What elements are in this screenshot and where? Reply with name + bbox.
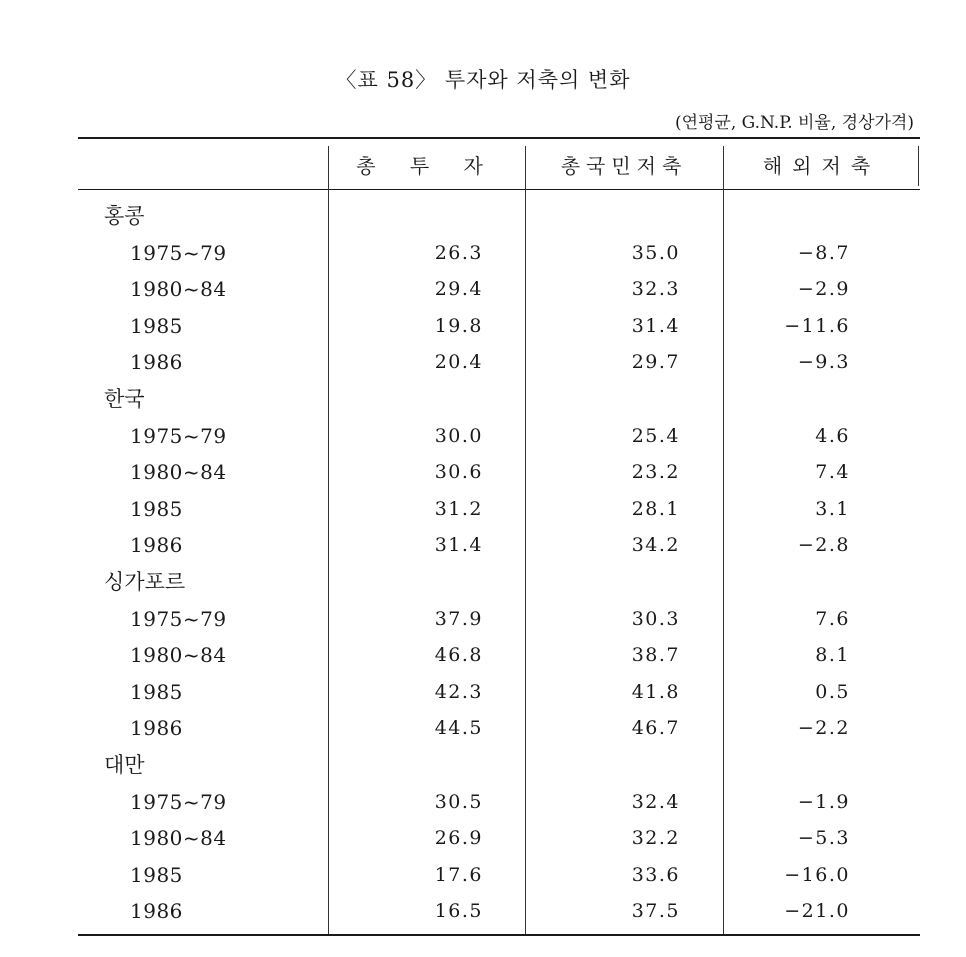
table-row xyxy=(78,235,920,271)
national-savings-value: 30.3 xyxy=(631,607,680,630)
national-savings-value: 37.5 xyxy=(631,900,680,923)
group-row xyxy=(78,381,920,417)
top-rule xyxy=(78,137,920,139)
national-savings-value: 33.6 xyxy=(631,863,680,886)
national-savings-value: 34.2 xyxy=(631,534,680,557)
total-investment-value: 19.8 xyxy=(434,314,483,337)
table-row xyxy=(78,527,920,563)
table-row xyxy=(78,344,920,380)
column-header-foreign-savings: 해외저축 xyxy=(762,154,881,178)
total-investment-value: 30.6 xyxy=(434,461,483,484)
group-name: 대만 xyxy=(104,753,145,777)
period-label: 1980~84 xyxy=(130,826,227,851)
foreign-savings-value: −2.8 xyxy=(797,534,850,557)
total-investment-value: 31.2 xyxy=(434,497,483,520)
period-label: 1975~79 xyxy=(130,240,227,265)
foreign-savings-value: 0.5 xyxy=(815,680,850,703)
table-row xyxy=(78,601,920,637)
table-row xyxy=(78,637,920,673)
total-investment-value: 42.3 xyxy=(434,680,483,703)
period-label: 1980~84 xyxy=(130,277,227,302)
total-investment-value: 44.5 xyxy=(434,717,483,740)
total-investment-value: 16.5 xyxy=(434,900,483,923)
total-investment-value: 46.8 xyxy=(434,644,483,667)
national-savings-value: 28.1 xyxy=(631,497,680,520)
total-investment-value: 26.9 xyxy=(434,827,483,850)
total-investment-value: 17.6 xyxy=(434,863,483,886)
national-savings-value: 23.2 xyxy=(631,461,680,484)
group-name: 홍콩 xyxy=(104,204,145,228)
total-investment-value: 30.5 xyxy=(434,790,483,813)
period-label: 1975~79 xyxy=(130,423,227,448)
table-row xyxy=(78,857,920,893)
period-label: 1985 xyxy=(130,679,183,704)
foreign-savings-value: −21.0 xyxy=(784,900,850,923)
foreign-savings-value: −1.9 xyxy=(797,790,850,813)
national-savings-value: 41.8 xyxy=(631,680,680,703)
data-table xyxy=(78,132,920,936)
table-row xyxy=(78,418,920,454)
table-row xyxy=(78,308,920,344)
period-label: 1980~84 xyxy=(130,643,227,668)
group-row xyxy=(78,564,920,600)
table-row xyxy=(78,674,920,710)
national-savings-value: 46.7 xyxy=(631,717,680,740)
table-row xyxy=(78,893,920,929)
foreign-savings-value: 7.6 xyxy=(815,607,850,630)
total-investment-value: 20.4 xyxy=(434,351,483,374)
table-row xyxy=(78,271,920,307)
bottom-rule xyxy=(78,934,920,936)
group-name: 싱가포르 xyxy=(104,570,186,594)
foreign-savings-value: −11.6 xyxy=(784,314,850,337)
national-savings-value: 32.3 xyxy=(631,278,680,301)
total-investment-value: 26.3 xyxy=(434,241,483,264)
total-investment-value: 29.4 xyxy=(434,278,483,301)
foreign-savings-value: 4.6 xyxy=(815,424,850,447)
national-savings-value: 29.7 xyxy=(631,351,680,374)
total-investment-value: 31.4 xyxy=(434,534,483,557)
national-savings-value: 35.0 xyxy=(631,241,680,264)
total-investment-value: 37.9 xyxy=(434,607,483,630)
national-savings-value: 31.4 xyxy=(631,314,680,337)
column-header-national-savings: 총국민저축 xyxy=(560,154,688,178)
foreign-savings-value: 7.4 xyxy=(815,461,850,484)
total-investment-value: 30.0 xyxy=(434,424,483,447)
foreign-savings-value: 8.1 xyxy=(815,644,850,667)
period-label: 1985 xyxy=(130,862,183,887)
table-note: (연평균, G.N.P. 비율, 경상가격) xyxy=(674,113,914,133)
table-row xyxy=(78,784,920,820)
period-label: 1975~79 xyxy=(130,606,227,631)
national-savings-value: 32.2 xyxy=(631,827,680,850)
foreign-savings-value: −8.7 xyxy=(797,241,850,264)
national-savings-value: 32.4 xyxy=(631,790,680,813)
header-rule xyxy=(78,189,920,190)
period-label: 1975~79 xyxy=(130,789,227,814)
foreign-savings-value: −5.3 xyxy=(797,827,850,850)
foreign-savings-value: −9.3 xyxy=(797,351,850,374)
foreign-savings-value: 3.1 xyxy=(815,497,850,520)
table-row xyxy=(78,491,920,527)
column-header-total-investment: 총 투 자 xyxy=(356,154,497,178)
group-row xyxy=(78,747,920,783)
table-title: 〈표 58〉 투자와 저축의 변화 xyxy=(335,68,631,92)
national-savings-value: 38.7 xyxy=(631,644,680,667)
group-row xyxy=(78,198,920,234)
period-label: 1985 xyxy=(130,496,183,521)
table-row xyxy=(78,454,920,490)
period-label: 1985 xyxy=(130,313,183,338)
period-label: 1980~84 xyxy=(130,460,227,485)
period-label: 1986 xyxy=(130,899,183,924)
table-row xyxy=(78,710,920,746)
group-name: 한국 xyxy=(104,387,145,411)
period-label: 1986 xyxy=(130,533,183,558)
foreign-savings-value: −16.0 xyxy=(784,863,850,886)
national-savings-value: 25.4 xyxy=(631,424,680,447)
column-divider xyxy=(918,146,919,186)
period-label: 1986 xyxy=(130,716,183,741)
period-label: 1986 xyxy=(130,350,183,375)
table-row xyxy=(78,820,920,856)
foreign-savings-value: −2.2 xyxy=(797,717,850,740)
foreign-savings-value: −2.9 xyxy=(797,278,850,301)
